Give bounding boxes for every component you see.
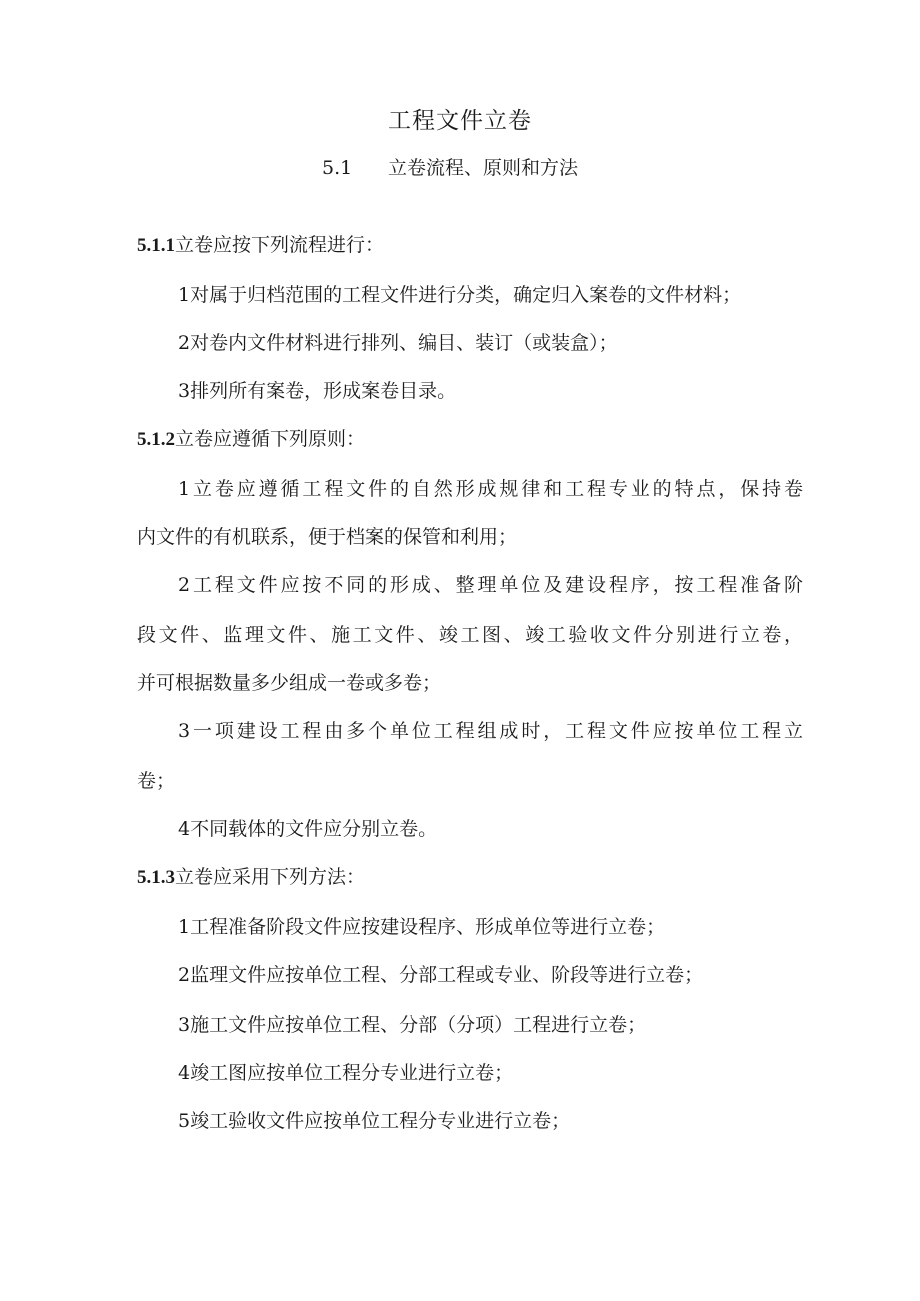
clause-item-line: 内文件的有机联系，便于档案的保管和利用； [137,526,518,548]
clause-item: 4竣工图应按单位工程分专业进行立卷； [178,1062,514,1084]
clause-intro: 立卷应遵循下列原则： [175,428,366,450]
clause-intro: 立卷应采用下列方法： [175,866,366,888]
section-number: 5.1 [322,157,353,179]
clause-item-line: 卷； [137,770,176,792]
clause-item: 2对卷内文件材料进行排列、编目、装订（或装盒）； [178,332,618,354]
clause-5-1-1 [137,230,384,257]
clause-item: 3施工文件应按单位工程、分部（分项）工程进行立卷； [178,1014,647,1036]
clause-5-1-2 [137,424,365,451]
clause-5-1-3 [137,862,365,889]
clause-intro: 立卷应按下列流程进行： [175,234,385,256]
clause-item: 3排列所有案卷，形成案卷目录。 [178,380,457,402]
clause-item-line: 1立卷应遵循工程文件的自然形成规律和工程专业的特点，保持卷 [178,478,803,500]
clause-item-line: 2工程文件应按不同的形成、整理单位及建设程序，按工程准备阶 [178,574,803,596]
section-title: 立卷流程、原则和方法 [388,157,579,179]
clause-item-line: 段文件、监理文件、施工文件、竣工图、竣工验收文件分别进行立卷， [137,624,803,646]
clause-number: 5.1.3 [137,867,175,888]
clause-number: 5.1.2 [137,429,175,450]
clause-item-line: 4不同载体的文件应分别立卷。 [178,818,438,840]
clause-item: 5竣工验收文件应按单位工程分专业进行立卷； [178,1110,571,1132]
clause-number: 5.1.1 [137,235,175,256]
clause-item: 2监理文件应按单位工程、分部工程或专业、阶段等进行立卷； [178,964,704,986]
document-title: 工程文件立卷 [388,108,532,134]
clause-item: 1工程准备阶段文件应按建设程序、形成单位等进行立卷； [178,916,666,938]
clause-item-line: 3一项建设工程由多个单位工程组成时，工程文件应按单位工程立 [178,720,803,742]
section-heading [322,153,578,180]
clause-item-line: 并可根据数量多少组成一卷或多卷； [137,672,442,694]
clause-item: 1对属于归档范围的工程文件进行分类，确定归入案卷的文件材料； [178,284,742,306]
